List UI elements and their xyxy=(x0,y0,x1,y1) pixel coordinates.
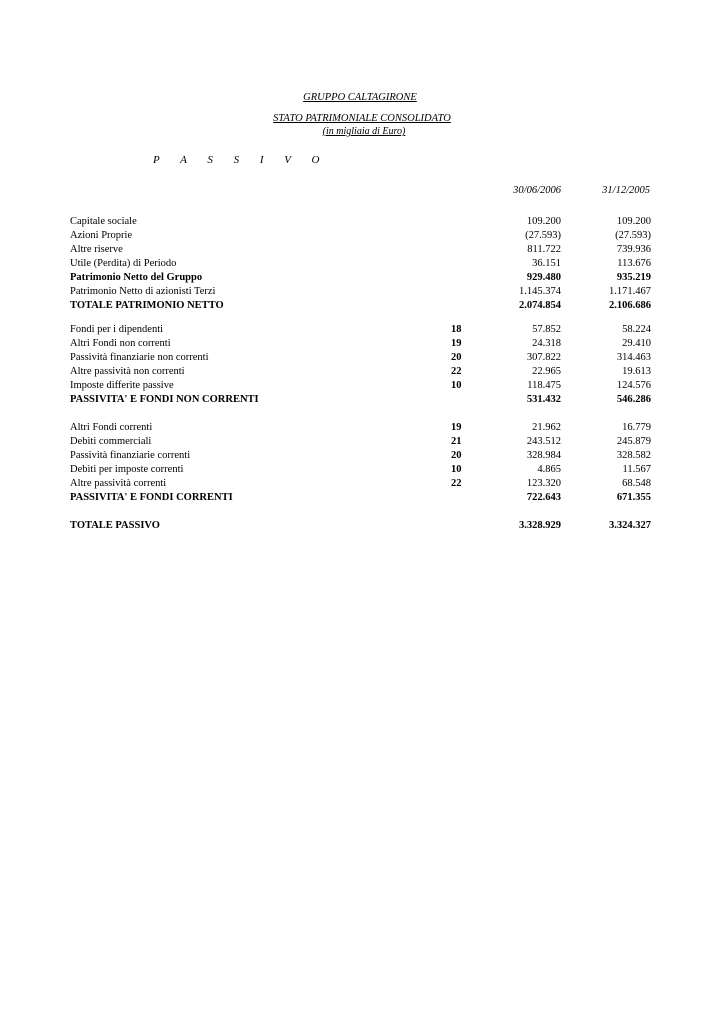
table-row xyxy=(70,229,652,243)
group-title: GRUPPO CALTAGIRONE xyxy=(303,92,417,103)
table-row xyxy=(70,393,652,407)
row-label: TOTALE PASSIVO xyxy=(70,520,160,531)
table-row xyxy=(70,491,652,505)
table-row xyxy=(70,519,652,533)
table-row xyxy=(70,435,652,449)
row-label: TOTALE PATRIMONIO NETTO xyxy=(70,300,224,311)
row-value-2005: 11.567 xyxy=(622,464,651,475)
row-value-2005: 935.219 xyxy=(616,272,651,283)
table-row xyxy=(70,477,652,491)
row-value-2005: 328.582 xyxy=(616,450,651,461)
row-label: Capitale sociale xyxy=(70,216,137,227)
table-row xyxy=(70,257,652,271)
row-label: Altri Fondi correnti xyxy=(70,422,153,433)
row-label: Imposte differite passive xyxy=(70,380,174,391)
row-note-ref: 22 xyxy=(451,366,462,377)
row-value-2005: 2.106.686 xyxy=(609,300,651,311)
row-value-2005: 124.576 xyxy=(616,380,651,391)
table-row xyxy=(70,449,652,463)
row-value-2006: 243.512 xyxy=(526,436,561,447)
row-value-2005: 109.200 xyxy=(616,216,651,227)
row-value-2006: 328.984 xyxy=(526,450,561,461)
row-value-2006: 21.962 xyxy=(532,422,561,433)
row-value-2005: 671.355 xyxy=(616,492,651,503)
row-label: Utile (Perdita) di Periodo xyxy=(70,258,177,269)
table-row xyxy=(70,271,652,285)
row-value-2005: 16.779 xyxy=(622,422,651,433)
row-value-2005: 739.936 xyxy=(616,244,651,255)
row-value-2006: 811.722 xyxy=(527,244,561,255)
row-label: Azioni Proprie xyxy=(70,230,133,241)
row-value-2005: 3.324.327 xyxy=(609,520,651,531)
row-note-ref: 19 xyxy=(451,422,462,433)
row-value-2006: 1.145.374 xyxy=(519,286,561,297)
row-value-2005: 58.224 xyxy=(622,324,651,335)
table-row xyxy=(70,463,652,477)
table-row xyxy=(70,351,652,365)
row-value-2006: 24.318 xyxy=(532,338,561,349)
row-value-2006: 22.965 xyxy=(532,366,561,377)
row-value-2006: 3.328.929 xyxy=(519,520,561,531)
row-value-2006: 307.822 xyxy=(526,352,561,363)
table-row xyxy=(70,285,652,299)
row-label: Altre passività correnti xyxy=(70,478,167,489)
row-note-ref: 10 xyxy=(451,464,462,475)
row-label: Debiti commerciali xyxy=(70,436,152,447)
row-value-2005: 245.879 xyxy=(616,436,651,447)
table-row xyxy=(70,215,652,229)
row-label: Fondi per i dipendenti xyxy=(70,324,164,335)
row-note-ref: 19 xyxy=(451,338,462,349)
row-value-2005: 314.463 xyxy=(616,352,651,363)
row-label: Passività finanziarie non correnti xyxy=(70,352,209,363)
row-value-2006: 2.074.854 xyxy=(519,300,561,311)
column-header-2006: 30/06/2006 xyxy=(513,185,561,196)
table-row xyxy=(70,337,652,351)
row-label: Patrimonio Netto di azionisti Terzi xyxy=(70,286,216,297)
row-note-ref: 22 xyxy=(451,478,462,489)
row-value-2005: 546.286 xyxy=(616,394,651,405)
row-value-2005: 29.410 xyxy=(622,338,651,349)
row-note-ref: 21 xyxy=(451,436,462,447)
row-value-2005: 19.613 xyxy=(622,366,651,377)
table-row xyxy=(70,323,652,337)
row-label: Patrimonio Netto del Gruppo xyxy=(70,272,203,283)
column-header-2005: 31/12/2005 xyxy=(602,185,650,196)
row-value-2006: 929.480 xyxy=(526,272,561,283)
row-value-2006: 109.200 xyxy=(526,216,561,227)
row-value-2006: 118.475 xyxy=(527,380,561,391)
row-value-2005: 68.548 xyxy=(622,478,651,489)
row-label: Passività finanziarie correnti xyxy=(70,450,191,461)
row-label: Altre passività non correnti xyxy=(70,366,185,377)
row-value-2006: (27.593) xyxy=(525,230,561,241)
table-row xyxy=(70,365,652,379)
row-label: PASSIVITA' E FONDI NON CORRENTI xyxy=(70,394,259,405)
row-value-2005: 113.676 xyxy=(617,258,651,269)
row-note-ref: 18 xyxy=(451,324,462,335)
row-label: Altri Fondi non correnti xyxy=(70,338,171,349)
row-value-2006: 4.865 xyxy=(537,464,561,475)
row-value-2006: 531.432 xyxy=(526,394,561,405)
row-value-2005: 1.171.467 xyxy=(609,286,651,297)
row-note-ref: 20 xyxy=(451,352,462,363)
statement-title: STATO PATRIMONIALE CONSOLIDATO xyxy=(273,113,451,124)
section-label-passivo: P A S S I V O xyxy=(153,154,329,166)
row-value-2006: 123.320 xyxy=(526,478,561,489)
row-value-2005: (27.593) xyxy=(615,230,651,241)
table-row xyxy=(70,299,652,313)
row-value-2006: 36.151 xyxy=(532,258,561,269)
table-row xyxy=(70,421,652,435)
row-note-ref: 20 xyxy=(451,450,462,461)
row-label: Debiti per imposte correnti xyxy=(70,464,184,475)
table-row xyxy=(70,379,652,393)
row-label: PASSIVITA' E FONDI CORRENTI xyxy=(70,492,233,503)
row-note-ref: 10 xyxy=(451,380,462,391)
row-label: Altre riserve xyxy=(70,244,123,255)
table-row xyxy=(70,243,652,257)
row-value-2006: 57.852 xyxy=(532,324,561,335)
units-subtitle: (in migliaia di Euro) xyxy=(322,126,406,137)
row-value-2006: 722.643 xyxy=(526,492,561,503)
